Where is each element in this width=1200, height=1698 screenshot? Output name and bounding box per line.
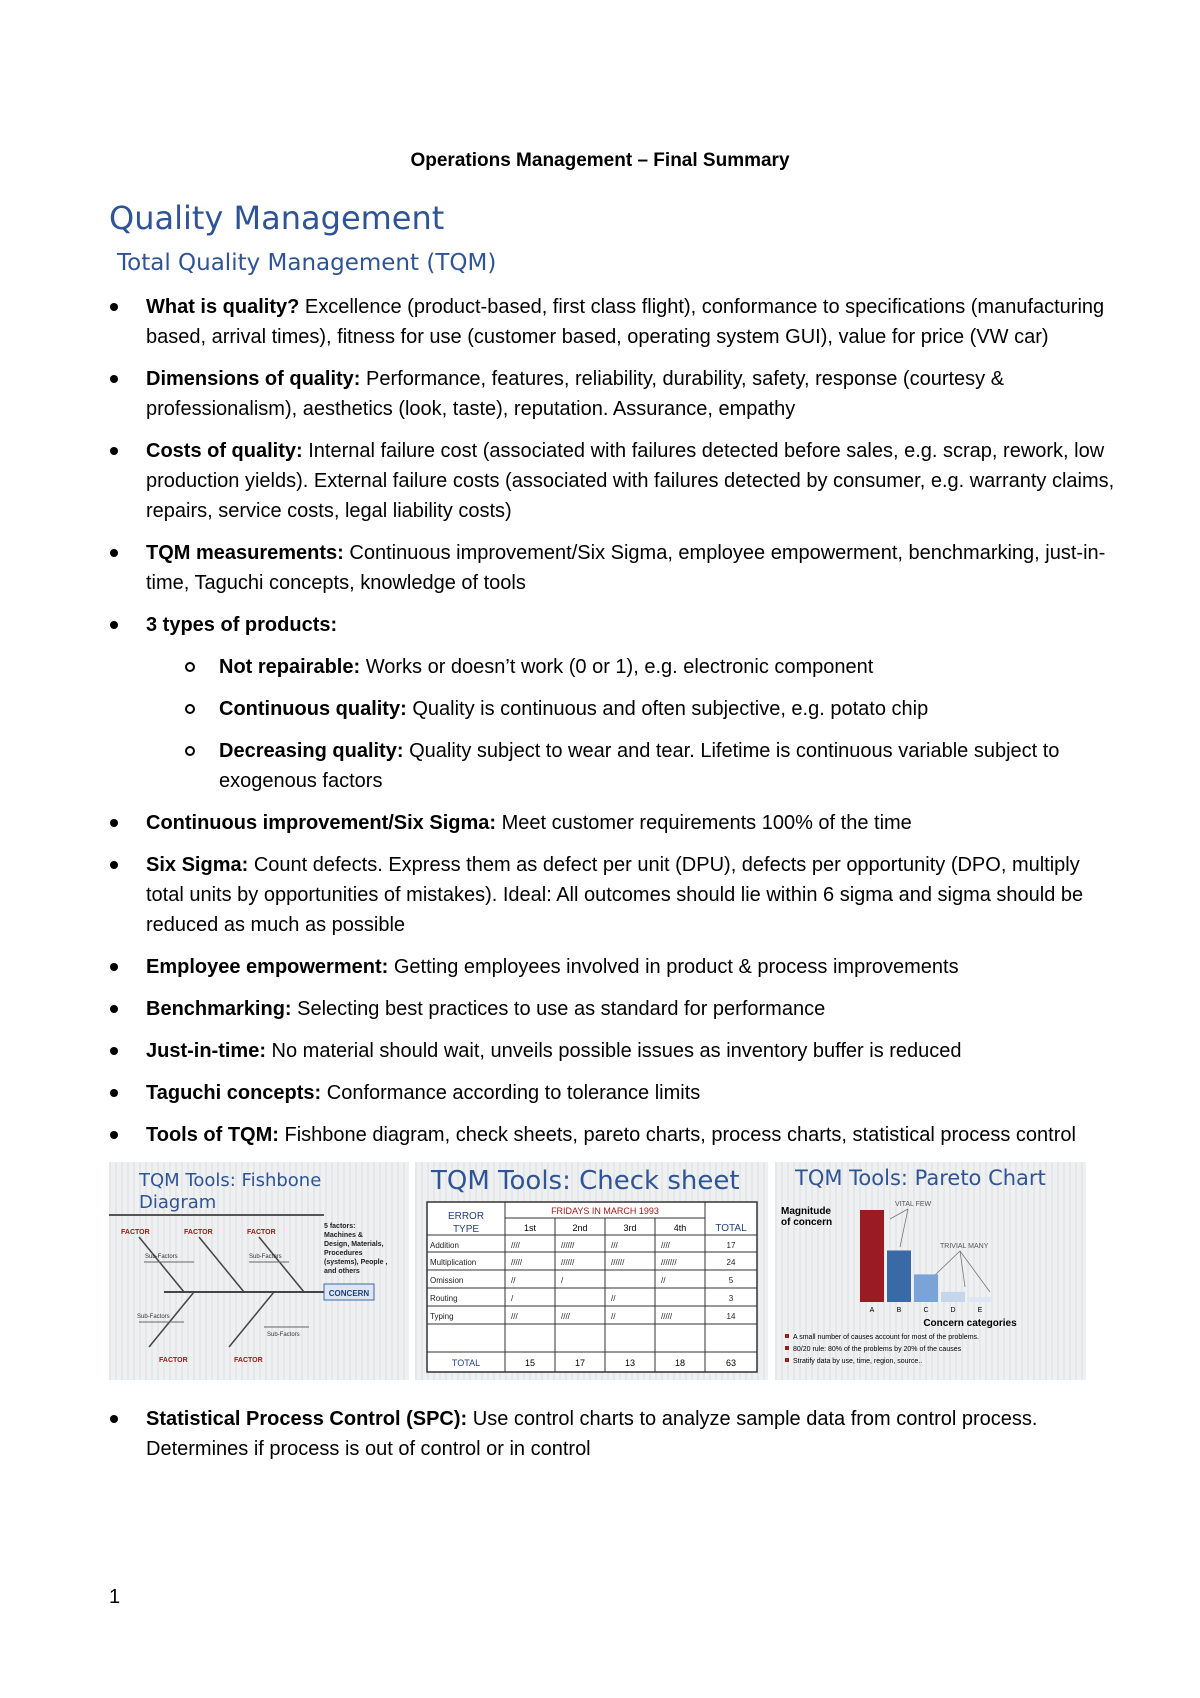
column-header: 1st — [523, 1223, 537, 1233]
item-label: Dimensions of quality: — [146, 368, 361, 390]
fishbone-note-line: Machines & — [324, 1232, 363, 1239]
list-item — [0, 292, 1200, 352]
tally-marks: //// — [561, 1312, 570, 1321]
factor-label: FACTOR — [247, 1229, 276, 1236]
circle-bullet-icon — [185, 746, 195, 756]
list-item — [0, 994, 1200, 1024]
row-total: 24 — [726, 1258, 736, 1267]
total-row-label: TOTAL — [451, 1358, 481, 1368]
pareto-ylabel: Magnitude — [781, 1206, 831, 1217]
item-text: Continuous improvement/Six Sigma, employee empowerment, benchmarking, just-in-time, Taguchi concepts, knowledge of tools — [146, 542, 1106, 594]
item-label: What is quality? — [146, 296, 300, 318]
item-label: 3 types of products: — [146, 614, 338, 636]
pareto-category-label: D — [950, 1307, 956, 1314]
tally-marks: / — [511, 1294, 514, 1303]
tally-marks: /// — [611, 1241, 618, 1250]
trivial-many-label: TRIVIAL MANY — [940, 1243, 989, 1250]
vital-few-label: VITAL FEW — [895, 1201, 932, 1208]
pareto-category-label: E — [977, 1307, 983, 1314]
bullet-icon — [110, 1131, 118, 1139]
pareto-ylabel-line2: of concern — [781, 1217, 833, 1228]
heading-quality-management: Quality Management — [109, 199, 445, 237]
type-header: TYPE — [452, 1224, 480, 1235]
fishbone-diagram-image — [109, 1162, 409, 1380]
item-text: Use control charts to analyze sample data from control process. Determines if process is out of control or in control — [146, 1408, 1038, 1460]
tally-marks: /// — [511, 1312, 518, 1321]
tally-marks: //// — [661, 1241, 670, 1250]
bullet-list — [0, 292, 1200, 1476]
list-item — [0, 850, 1200, 940]
fridays-header: FRIDAYS IN MARCH 1993 — [551, 1206, 659, 1216]
pareto-note: 80/20 rule: 80% of the problems by 20% of the causes — [793, 1346, 962, 1353]
sub-factors-label: Sub-Factors — [137, 1314, 170, 1320]
column-header: 4th — [673, 1223, 687, 1233]
pareto-category-label: C — [923, 1307, 929, 1314]
fishbone-title-line2: Diagram — [139, 1192, 217, 1213]
sub-factors-label: Sub-Factors — [249, 1254, 282, 1260]
bullet-icon — [110, 1047, 118, 1055]
column-header: 2nd — [572, 1223, 588, 1233]
sub-list-item — [0, 652, 1200, 682]
total-value: 15 — [524, 1358, 536, 1368]
pareto-xlabel: Concern categories — [923, 1318, 1017, 1329]
total-value: 63 — [725, 1358, 737, 1368]
pareto-bar-b — [887, 1250, 911, 1302]
row-type: Multiplication — [430, 1258, 477, 1267]
heading-tqm: Total Quality Management (TQM) — [117, 250, 497, 276]
fishbone-note-line: Procedures — [324, 1250, 363, 1257]
item-text: Meet customer requirements 100% of the time — [496, 812, 912, 834]
sub-list-item — [0, 694, 1200, 724]
error-header: ERROR — [447, 1211, 485, 1222]
item-label: Costs of quality: — [146, 440, 303, 462]
item-text: Fishbone diagram, check sheets, pareto charts, process charts, statistical process control — [278, 1124, 1076, 1146]
fishbone-note-line: 5 factors: — [324, 1223, 356, 1230]
tally-marks: ////// — [561, 1241, 575, 1250]
sub-factors-label: Sub-Factors — [145, 1254, 178, 1260]
item-text: Selecting best practices to use as standard for performance — [291, 998, 826, 1020]
pareto-bar-d — [941, 1292, 965, 1302]
bullet-icon — [110, 303, 118, 311]
item-label: TQM measurements: — [146, 542, 344, 564]
tally-marks: // — [611, 1312, 616, 1321]
bullet-icon — [110, 1089, 118, 1097]
row-total: 3 — [728, 1294, 734, 1303]
item-text: Excellence (product-based, first class flight), conformance to specifications (manufacturing based, arrival times), fitness for use (customer based, operating system GUI), value for price (VW car) — [146, 296, 1105, 348]
row-type: Omission — [430, 1276, 464, 1285]
factor-label: FACTOR — [121, 1229, 150, 1236]
bullet-icon — [110, 549, 118, 557]
item-label: Benchmarking: — [146, 998, 292, 1020]
fishbone-note-line: and others — [324, 1268, 360, 1275]
pareto-note: A small number of causes account for most of the problems. — [793, 1334, 979, 1341]
factor-label: FACTOR — [159, 1357, 188, 1364]
bullet-icon — [110, 375, 118, 383]
item-label: Just-in-time: — [146, 1040, 266, 1062]
list-item — [0, 1404, 1200, 1464]
bullet-icon — [110, 1005, 118, 1013]
fishbone-title: TQM Tools: Fishbone — [139, 1170, 322, 1191]
pareto-category-label: B — [896, 1307, 902, 1314]
row-total: 17 — [726, 1241, 736, 1250]
tally-marks: // — [511, 1276, 516, 1285]
sub-factors-label: Sub-Factors — [267, 1332, 300, 1338]
sub-item-text: Quality subject to wear and tear. Lifetime is continuous variable subject to exogenous factors — [219, 740, 1060, 792]
page-number: 1 — [109, 1586, 121, 1608]
tally-marks: ////// — [611, 1258, 625, 1267]
row-type: Routing — [430, 1294, 458, 1303]
document-title: Operations Management – Final Summary — [410, 150, 790, 171]
list-item — [0, 952, 1200, 982]
list-item — [0, 1120, 1200, 1150]
row-type: Typing — [430, 1312, 454, 1321]
tally-marks: ///// — [511, 1258, 523, 1267]
pareto-bar-e — [968, 1297, 992, 1302]
item-label: Employee empowerment: — [146, 956, 389, 978]
bullet-icon — [110, 819, 118, 827]
check-sheet-title: TQM Tools: Check sheet — [431, 1166, 740, 1196]
item-label: Six Sigma: — [146, 854, 249, 876]
row-type: Addition — [430, 1241, 459, 1250]
sub-item-text: Quality is continuous and often subjective, e.g. potato chip — [406, 698, 929, 720]
sub-list-item — [0, 736, 1200, 796]
row-total: 14 — [726, 1312, 736, 1321]
pareto-svg — [775, 1162, 1086, 1380]
bullet-icon — [110, 963, 118, 971]
bullet-icon — [110, 861, 118, 869]
pareto-title: TQM Tools: Pareto Chart — [795, 1166, 1046, 1190]
list-item — [0, 808, 1200, 838]
sub-item-label: Decreasing quality: — [219, 740, 404, 762]
fishbone-note-line: (systems), People , — [324, 1259, 388, 1266]
sub-item-text: Works or doesn’t work (0 or 1), e.g. electronic component — [360, 656, 874, 678]
tally-marks: //// — [511, 1241, 520, 1250]
bullet-icon — [110, 1415, 118, 1423]
tally-marks: // — [611, 1294, 616, 1303]
total-value: 18 — [674, 1358, 686, 1368]
pareto-bar-c — [914, 1274, 938, 1302]
list-item — [0, 610, 1200, 640]
check-sheet-image — [415, 1162, 768, 1380]
factor-label: FACTOR — [234, 1357, 263, 1364]
item-label: Continuous improvement/Six Sigma: — [146, 812, 497, 834]
list-item — [0, 1036, 1200, 1066]
pareto-chart-image — [775, 1162, 1086, 1380]
total-value: 13 — [624, 1358, 636, 1368]
tally-marks: /////// — [661, 1258, 677, 1267]
item-text: Count defects. Express them as defect per unit (DPU), defects per opportunity (DPO, multiply total units by opportunities of mistakes). Ideal: All outcomes should lie within 6 sigma and sigma should be reduced as much as possible — [146, 854, 1084, 936]
tally-marks: ///// — [661, 1312, 673, 1321]
list-item — [0, 1078, 1200, 1108]
tally-marks: ////// — [561, 1258, 575, 1267]
pareto-category-label: A — [869, 1307, 875, 1314]
tqm-tools-images — [0, 1162, 1200, 1384]
sub-item-label: Not repairable: — [219, 656, 361, 678]
pareto-bars — [860, 1210, 992, 1314]
total-value: 17 — [574, 1358, 586, 1368]
list-item — [0, 436, 1200, 526]
item-text: Getting employees involved in product & process improvements — [388, 956, 959, 978]
fishbone-note-line: Design, Materials, — [324, 1241, 384, 1248]
pareto-bar-a — [860, 1210, 884, 1302]
item-text: Performance, features, reliability, durability, safety, response (courtesy & professionalism), aesthetics (look, taste), reputation. Assurance, empathy — [146, 368, 1005, 420]
row-total: 5 — [728, 1276, 734, 1285]
item-label: Tools of TQM: — [146, 1124, 279, 1146]
column-header: 3rd — [623, 1223, 637, 1233]
tally-marks: // — [661, 1276, 666, 1285]
concern-label: CONCERN — [328, 1289, 370, 1298]
pareto-note: Stratify data by use, time, region, source.. — [793, 1358, 923, 1365]
circle-bullet-icon — [185, 704, 195, 714]
list-item — [0, 538, 1200, 598]
item-label: Statistical Process Control (SPC): — [146, 1408, 468, 1430]
tally-marks: / — [561, 1276, 564, 1285]
check-sheet-svg — [415, 1162, 768, 1380]
item-text: No material should wait, unveils possible issues as inventory buffer is reduced — [266, 1040, 962, 1062]
list-item — [0, 364, 1200, 424]
item-text: Internal failure cost (associated with failures detected before sales, e.g. scrap, rework, low production yields). External failure costs (associated with failures detected by consumer, e.g. warranty claims, repairs, service costs, legal liability costs) — [146, 440, 1115, 522]
fishbone-svg — [109, 1162, 409, 1380]
circle-bullet-icon — [185, 662, 195, 672]
bullet-icon — [110, 621, 118, 629]
sub-item-label: Continuous quality: — [219, 698, 407, 720]
item-text: Conformance according to tolerance limits — [321, 1082, 701, 1104]
factor-label: FACTOR — [184, 1229, 213, 1236]
bullet-icon — [110, 447, 118, 455]
item-label: Taguchi concepts: — [146, 1082, 322, 1104]
column-header: TOTAL — [715, 1223, 747, 1234]
